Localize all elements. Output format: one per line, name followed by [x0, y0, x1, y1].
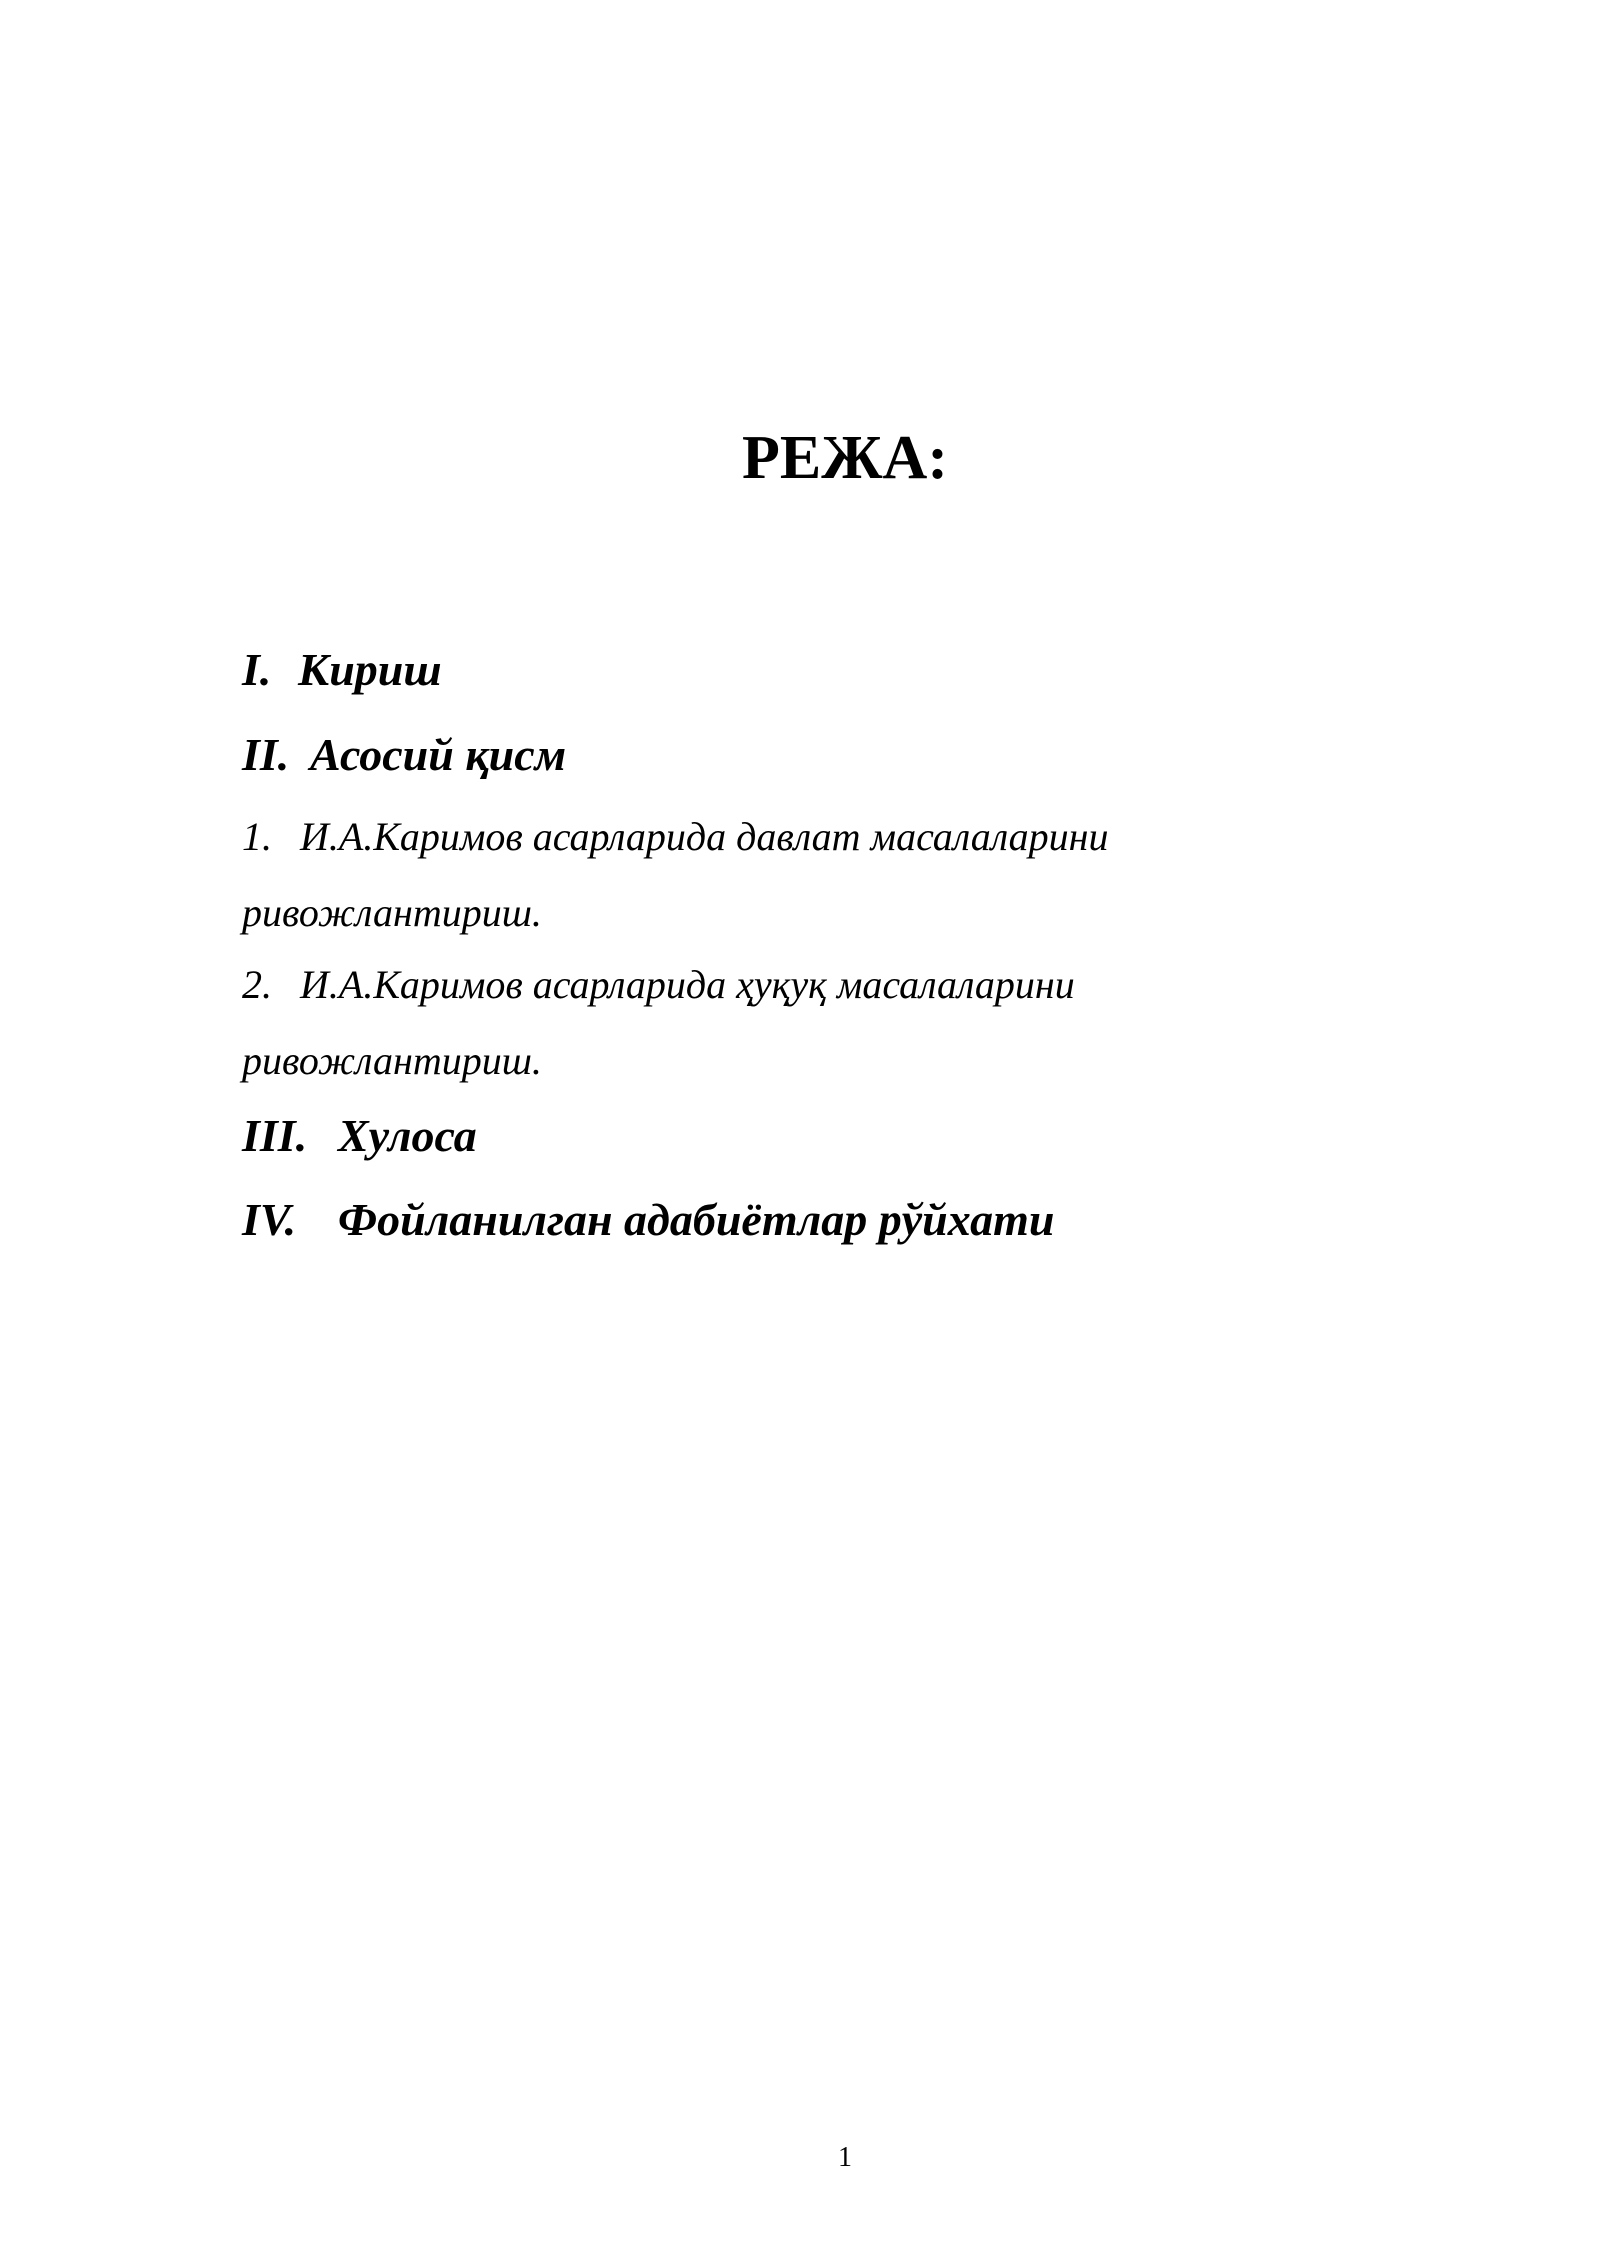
- plan-item-number: I.: [242, 644, 272, 695]
- plan-subitem-number: 2.: [242, 962, 272, 1007]
- plan-subitem-number: 1.: [242, 814, 272, 859]
- plan-subitem-1-continuation: ривожлантириш.: [242, 890, 542, 935]
- plan-item-4: [242, 1190, 1054, 1250]
- plan-subitem-2: [242, 958, 1075, 1012]
- plan-item-text: Хулоса: [338, 1110, 477, 1161]
- plan-item-number: IV.: [242, 1194, 297, 1245]
- page-title: РЕЖА:: [742, 424, 948, 492]
- plan-subitem-1: [242, 810, 1109, 864]
- plan-item-2: [242, 725, 566, 785]
- plan-subitem-2-continuation: ривожлантириш.: [242, 1038, 542, 1083]
- plan-item-1: [242, 640, 442, 700]
- plan-item-text: Асосий қисм: [310, 729, 567, 780]
- plan-item-text: Кириш: [298, 644, 442, 695]
- plan-item-text: Фойланилган адабиётлар рўйхати: [338, 1194, 1055, 1245]
- plan-item-3: [242, 1106, 477, 1166]
- page-number: 1: [838, 2142, 852, 2173]
- plan-subitem-text: И.А.Каримов асарларида ҳуқуқ масалаларини: [300, 962, 1075, 1007]
- plan-item-number: II.: [242, 729, 290, 780]
- plan-subitem-text: И.А.Каримов асарларида давлат масалаларини: [300, 814, 1109, 859]
- plan-item-number: III.: [242, 1110, 308, 1161]
